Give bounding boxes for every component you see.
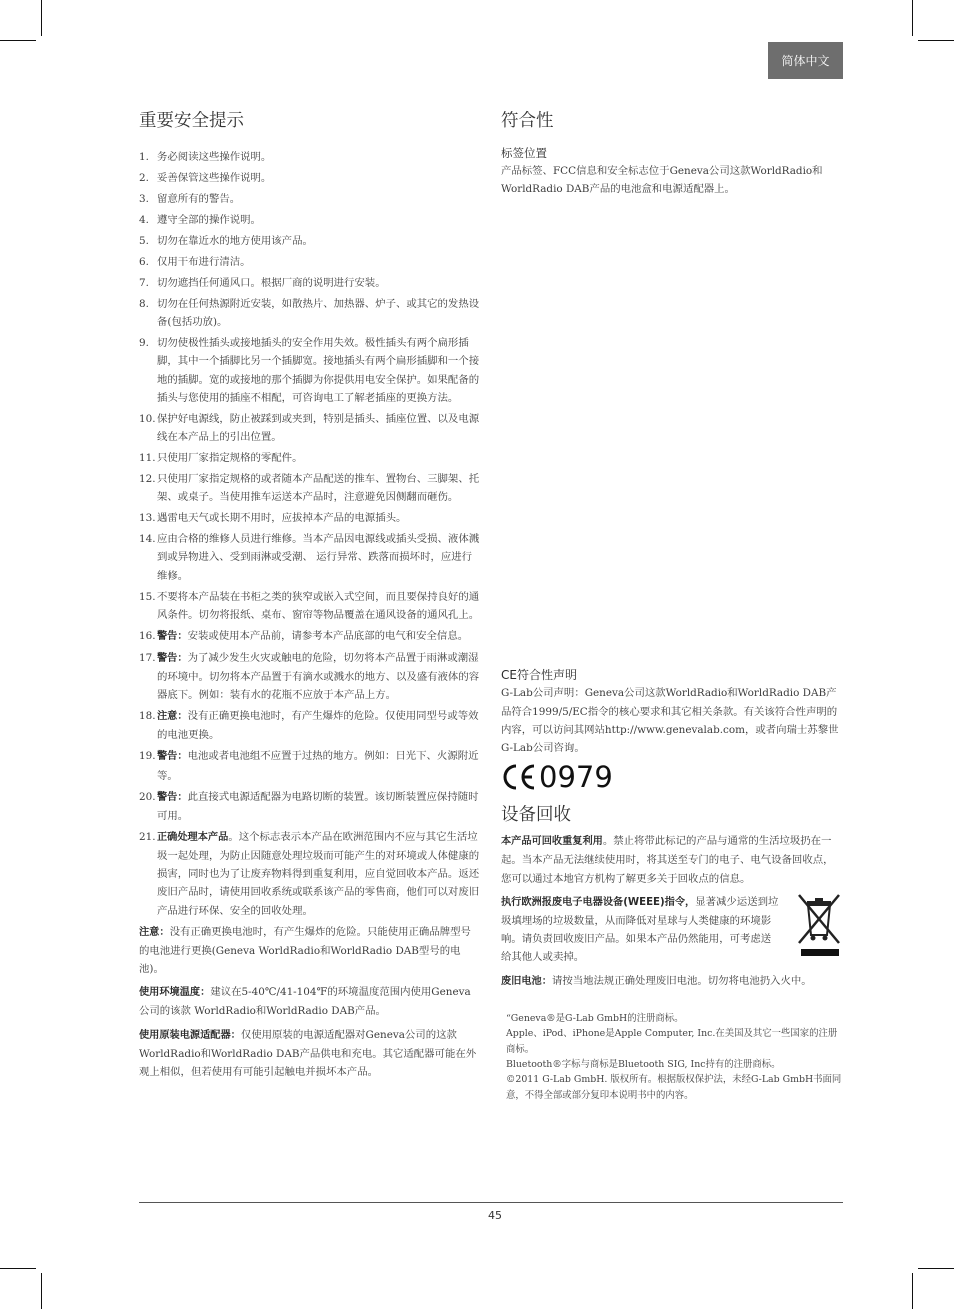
safety-item-text: 没有正确更换电池时，有产生爆炸的危险。仅使用同型号或等效的电池更换。	[157, 710, 479, 742]
safety-note-text: 仅使用原装的电源适配器对Geneva公司的这款 WorldRadio和WorldRadio DAB产品供电和充电。其它适配器可能在外观上相似，但若使用有可能引起触电并损坏本产品。	[139, 1028, 477, 1079]
trademark-line: Bluetooth®字标与商标是Bluetooth SIG, Inc持有的注册商标。	[506, 1059, 781, 1071]
safety-item	[139, 707, 481, 744]
safety-item	[139, 169, 481, 187]
label-location-heading: 标签位置	[501, 146, 547, 160]
safety-note-text: 没有正确更换电池时，有产生爆炸的危险。只能使用正确品牌型号的电池进行更换(Geneva WorldRadio和WorldRadio DAB型号的电池)。	[139, 925, 471, 976]
weee-block	[501, 893, 843, 967]
safety-item	[139, 530, 481, 585]
compliance-column	[501, 108, 843, 1103]
ce-section	[501, 666, 843, 795]
safety-item	[139, 295, 481, 331]
crop-mark	[912, 1273, 913, 1309]
safety-item-text: 此直接式电源适配器为电路切断的装置。该切断装置应保持随时可用。	[157, 790, 479, 822]
recycling-paragraph-2: 执行欧洲报废电子电器设备(WEEE)指令，显著减少运送到垃圾填埋场的垃圾数量，从而降低对星球与人类健康的环境影响。请负责回收废旧产品。如果本产品仍然能用，可考虑送给其他人或卖掉。	[501, 895, 779, 964]
safety-item	[139, 253, 481, 271]
ce-logo-icon	[501, 762, 537, 792]
safety-item-text: 不要将本产品装在书柜之类的狭窄或嵌入式空间，而且要保持良好的通风条件。切勿将报纸、桌布、窗帘等物品覆盖在通风设备的通风孔上。	[157, 590, 480, 621]
trademark-notes	[501, 1011, 843, 1103]
trademark-line: Apple、iPod、iPhone是Apple Computer, Inc.在美国及其它一些国家的注册商标。	[506, 1028, 838, 1055]
crop-mark	[918, 1268, 954, 1269]
footer-rule	[139, 1202, 843, 1203]
safety-item-number: 15.	[139, 590, 156, 603]
safety-item-number: 7.	[139, 277, 149, 289]
safety-item	[139, 627, 481, 646]
safety-item	[139, 274, 481, 292]
safety-item	[139, 232, 481, 250]
safety-item-text: 留意所有的警告。	[157, 193, 241, 205]
trademark-line: “Geneva®是G-Lab GmbH的注册商标。	[506, 1012, 684, 1024]
safety-item-number: 10.	[139, 412, 156, 425]
safety-item	[139, 334, 481, 407]
safety-item-number: 17.	[139, 651, 156, 664]
recycling-title: 设备回收	[501, 805, 571, 826]
safety-item-text: 为了减少发生火灾或触电的危险，切勿将本产品置于雨淋或潮湿的环境中。切勿将本产品置于有滴水或溅水的地方、以及盛有液体的容器底下。例如：装有水的花瓶不应放于本产品上方。	[157, 651, 480, 702]
safety-item-label: 警告：	[157, 751, 188, 763]
safety-item-number: 8.	[139, 298, 149, 310]
safety-item-number: 1.	[139, 151, 149, 163]
safety-item-text: 遵守全部的操作说明。	[157, 214, 261, 226]
safety-note	[139, 1026, 481, 1082]
ce-text: G-Lab公司声明：Geneva公司这款WorldRadio和WorldRadio DAB产品符合1999/5/EC指令的核心要求和其它相关条款。有关该符合性声明的内容，可以访问其网站http://www.genevalab.com，或者向瑞士苏黎世G-Lab公司咨询。	[501, 687, 839, 755]
safety-item-text: 安装或使用本产品前，请参考本产品底部的电气和安全信息。	[187, 629, 469, 642]
safety-item	[139, 588, 481, 624]
safety-note-label: 使用原装电源适配器：	[139, 1029, 241, 1041]
safety-item-text: 保护好电源线，防止被踩到或夹到，特别是插头、插座位置、以及电源线在本产品上的引出位置。	[157, 412, 480, 444]
safety-item-text: 切勿在任何热源附近安装，如散热片、加热器、炉子、或其它的发热设备(包括功放)。	[157, 298, 480, 329]
weee-crossed-bin-icon	[795, 893, 843, 957]
safety-item	[139, 788, 481, 825]
safety-item-number: 13.	[139, 512, 156, 525]
crop-mark	[0, 40, 36, 41]
ce-heading: CE符合性声明	[501, 668, 577, 683]
safety-item	[139, 211, 481, 229]
recycling-paragraph-1: 本产品可回收重复利用。禁止将带此标记的产品与通常的生活垃圾扔在一起。当本产品无法继续使用时，将其送至专门的电子、电气设备回收点，您可以通过本地官方机构了解更多关于回收点的信息。	[501, 835, 834, 885]
safety-item-text: 只使用厂家指定规格的零配件。	[157, 452, 303, 465]
safety-column	[139, 108, 481, 1086]
safety-note-label: 使用环境温度：	[139, 987, 211, 999]
label-location-text: 产品标签、FCC信息和安全标志位于Geneva公司这款WorldRadio和WorldRadio DAB产品的电池盒和电源适配器上。	[501, 165, 823, 196]
safety-item	[139, 449, 481, 467]
safety-item-text: 应由合格的维修人员进行维修。当本产品因电源线或插头受损、液体溅到或异物进入、受到雨淋或受潮、 运行异常、跌落而损坏时，应进行维修。	[157, 533, 480, 582]
safety-item-text: 切勿使极性插头或接地插头的安全作用失效。极性插头有两个扁形插脚，其中一个插脚比另一个插脚宽。接地插头有两个扁形插脚和一个接地的插脚。宽的或接地的那个插脚为你提供用电安全保护。如果配备的插头与您使用的插座不相配，可咨询电工了解老插座的更换方法。	[157, 337, 480, 404]
safety-item-label: 注意：	[157, 711, 188, 723]
crop-mark	[912, 0, 913, 36]
recycling-paragraph-3: 废旧电池：请按当地法规正确处理废旧电池。切勿将电池扔入火中。	[501, 974, 812, 987]
safety-item-text: 妥善保管这些操作说明。	[157, 172, 272, 184]
safety-item-text: 切勿在靠近水的地方使用该产品。	[157, 235, 313, 247]
safety-item-number: 3.	[139, 193, 149, 205]
safety-item-number: 19.	[139, 750, 156, 763]
safety-item	[139, 410, 481, 446]
safety-item-text: 只使用厂家指定规格的或者随本产品配送的推车、置物台、三脚架、托架、或桌子。当使用推车运送本产品时，注意避免因侧翻而砸伤。	[157, 473, 480, 504]
ce-mark	[501, 760, 843, 795]
safety-note	[139, 923, 481, 979]
safety-item-number: 14.	[139, 533, 156, 546]
safety-item-label: 正确处理本产品	[157, 831, 229, 843]
safety-note-label: 注意：	[139, 926, 170, 938]
safety-item	[139, 747, 481, 784]
safety-item	[139, 649, 481, 705]
safety-item-number: 12.	[139, 473, 156, 486]
safety-item-number: 16.	[139, 629, 156, 642]
language-tab: 简体中文	[768, 42, 843, 79]
safety-note	[139, 983, 481, 1020]
safety-item-text: 遇雷电天气或长期不用时，应拔掉本产品的电源插头。	[157, 512, 407, 525]
safety-item-number: 20.	[139, 790, 156, 803]
crop-mark	[0, 1268, 36, 1269]
safety-note-text: 建议在5-40℃/41-104℉的环境温度范围内使用Geneva公司的该款 WorldRadio和WorldRadio DAB产品。	[139, 986, 471, 1018]
crop-mark	[41, 1273, 42, 1309]
safety-item-number: 5.	[139, 235, 149, 247]
safety-item-text: 务必阅读这些操作说明。	[157, 151, 272, 163]
compliance-title: 符合性	[501, 111, 554, 131]
safety-item-number: 21.	[139, 830, 156, 843]
safety-item-number: 9.	[139, 337, 149, 350]
safety-item	[139, 190, 481, 208]
safety-item-text: 切勿遮挡任何通风口。根据厂商的说明进行安装。	[157, 277, 386, 289]
safety-list	[139, 148, 481, 920]
safety-item	[139, 828, 481, 920]
safety-item-number: 11.	[139, 452, 156, 465]
safety-item-text: 。这个标志表示本产品在欧洲范围内不应与其它生活垃圾一起处理，为防止因随意处理垃圾而可能产生的对环境或人体健康的损害，同时也为了让废弃物料得到重复利用，应自觉回收本产品。返还废旧产品时，请使用回收系统或联系该产品的零售商，他们可以对废旧产品进行环保、安全的回收处理。	[157, 830, 480, 917]
ce-notified-body-number: 0979	[539, 760, 613, 795]
safety-title: 重要安全提示	[139, 111, 244, 131]
safety-item	[139, 148, 481, 166]
safety-item-number: 6.	[139, 256, 149, 268]
safety-item-text: 电池或者电池组不应置于过热的地方。例如：日光下、火源附近等。	[157, 750, 479, 782]
safety-item-number: 2.	[139, 172, 149, 184]
copyright-line: ©2011 G-Lab GmbH. 版权所有。根据版权保护法，未经G-Lab GmbH书面同意，不得全部或部分复印本说明书中的内容。	[506, 1074, 842, 1101]
crop-mark	[41, 0, 42, 36]
safety-notes	[139, 923, 481, 1082]
safety-item-label: 警告：	[157, 652, 188, 664]
crop-mark	[918, 40, 954, 41]
safety-item-number: 18.	[139, 710, 156, 723]
safety-item	[139, 509, 481, 527]
page-number: 45	[488, 1209, 502, 1222]
safety-item-label: 警告：	[157, 791, 188, 803]
safety-item-number: 4.	[139, 214, 149, 226]
safety-item	[139, 470, 481, 506]
safety-item-label: 警告：	[157, 630, 188, 642]
safety-item-text: 仅用干布进行清洁。	[157, 256, 251, 268]
